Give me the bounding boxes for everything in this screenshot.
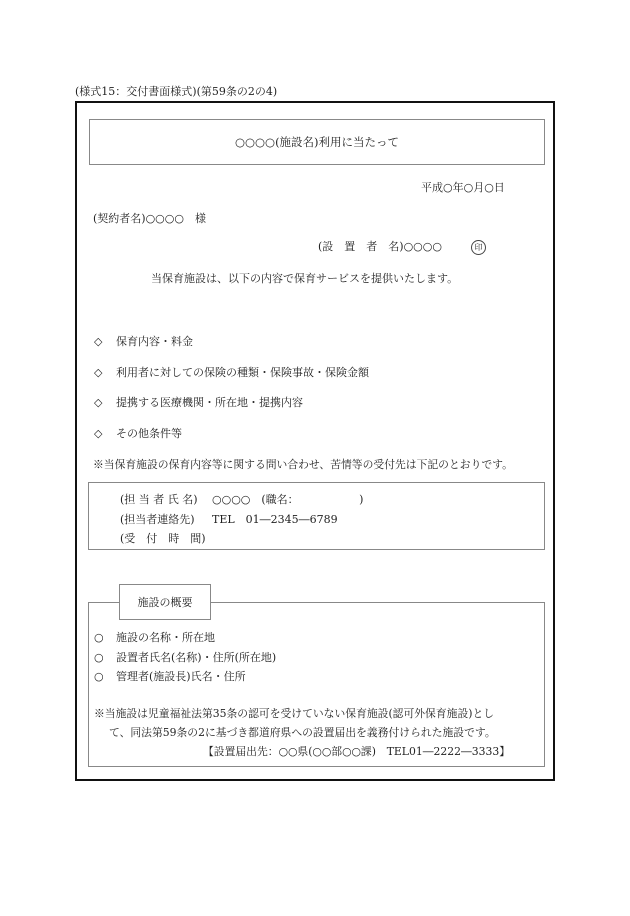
- inquiry-note: ※当保育施設の保育内容等に関する問い合わせ、苦情等の受付先は下記のとおりです。: [93, 458, 513, 471]
- overview-note-line1: ※当施設は児童福祉法第35条の認可を受けていない保育施設(認可外保育施設)とし: [94, 707, 495, 720]
- contact-value: ○○○○ (職名： ): [212, 493, 364, 506]
- circle-icon: ○: [94, 651, 104, 664]
- title-box: [89, 119, 545, 165]
- diamond-icon: ◇: [94, 427, 103, 440]
- diamond-icon: ◇: [94, 396, 103, 409]
- contact-label: (受 付 時 間): [120, 532, 206, 545]
- founder-line: [318, 238, 486, 255]
- recipient-name: (契約者名)○○○○ 様: [93, 212, 206, 225]
- overview-item: ○ 管理者(施設長)氏名・住所: [94, 670, 246, 683]
- service-item: ◇ 提携する医療機関・所在地・提携内容: [94, 396, 303, 409]
- contact-label: (担当者連絡先): [120, 513, 195, 526]
- facility-overview-box: [88, 602, 545, 767]
- form-caption: (様式15：交付書面様式)(第59条の2の4): [75, 85, 278, 98]
- service-item: ◇ その他条件等: [94, 427, 182, 440]
- overview-item: ○ 施設の名称・所在地: [94, 631, 215, 644]
- circle-icon: ○: [94, 631, 104, 644]
- contact-row: [120, 491, 363, 507]
- overview-note-line2: て、同法第59条の2に基づき都道府県への設置届出を義務付けられた施設です。: [109, 726, 496, 739]
- intro-text: 当保育施設は、以下の内容で保育サービスを提供いたします。: [151, 272, 459, 285]
- diamond-icon: ◇: [94, 366, 103, 379]
- document-title: ○○○○(施設名)利用に当たって: [234, 135, 400, 149]
- contact-row: [120, 530, 212, 546]
- service-item: ◇ 利用者に対しての保険の種類・保険事故・保険金額: [94, 366, 369, 379]
- contact-value: TEL 01―2345―6789: [212, 513, 338, 526]
- facility-overview-heading: 施設の概要: [119, 584, 211, 620]
- service-item: ◇ 保育内容・料金: [94, 335, 193, 348]
- contact-row: [120, 511, 338, 527]
- issue-date: 平成○年○月○日: [421, 181, 505, 194]
- contact-label: (担 当 者 氏 名): [120, 493, 198, 506]
- diamond-icon: ◇: [94, 335, 103, 348]
- overview-item: ○ 設置者氏名(名称)・住所(所在地): [94, 651, 277, 664]
- seal-icon: 印: [471, 240, 486, 255]
- registration-office: 【設置届出先：○○県(○○部○○課) TEL01―2222―3333】: [203, 745, 511, 758]
- circle-icon: ○: [94, 670, 104, 683]
- founder-name: (設 置 者 名)○○○○: [318, 240, 442, 253]
